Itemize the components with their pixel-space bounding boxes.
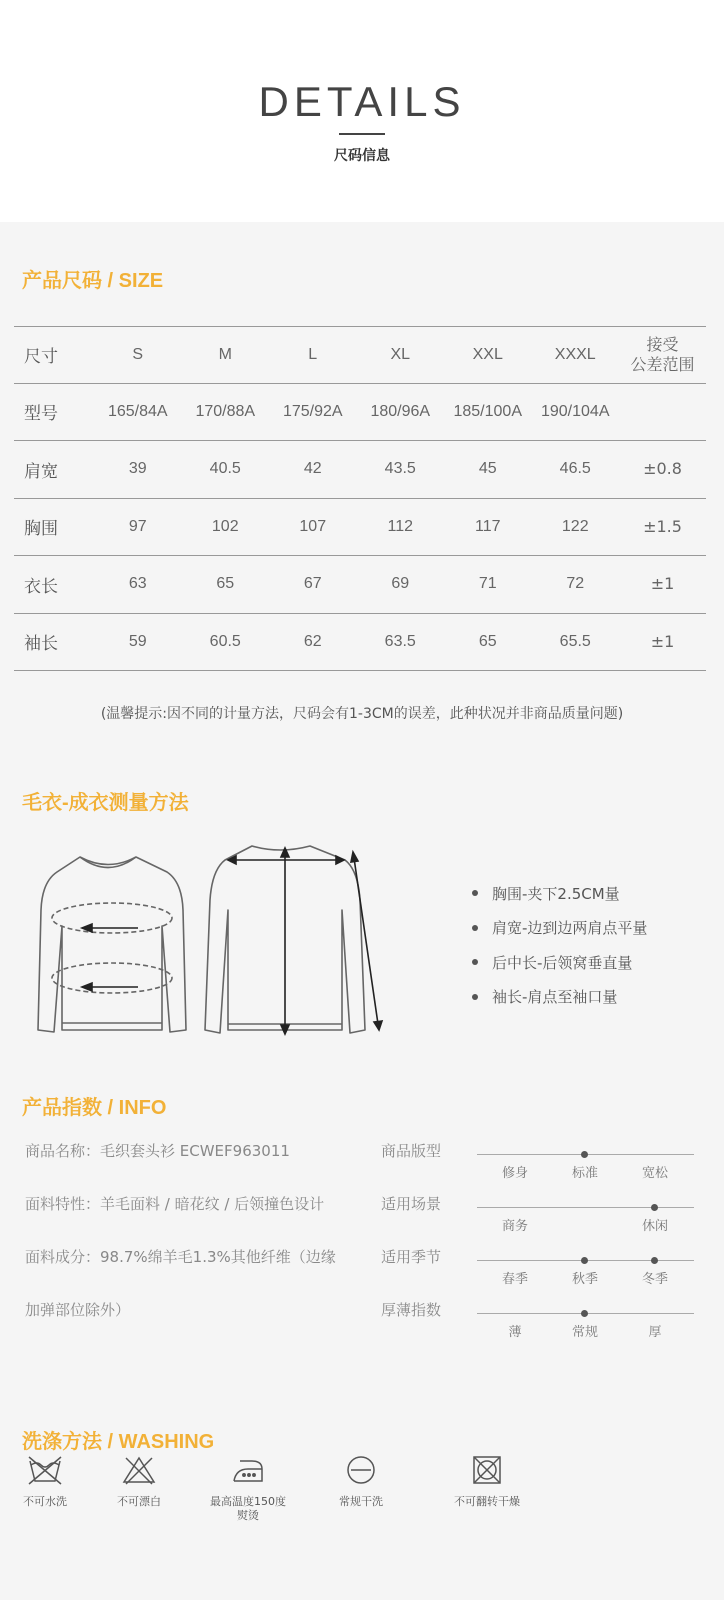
table-cell: 97 [128,517,147,535]
row-label: 型号 [24,404,58,425]
size-table [14,326,706,671]
table-cell: 190/104A [540,402,610,420]
occasion-scale-label: 适用场景 [381,1195,442,1213]
table-cell: 65 [216,575,235,593]
thickness-option-thick: 厚 [648,1325,662,1340]
occasion-scale-marker [651,1204,658,1211]
table-row [14,441,706,499]
table-cell: 60.5 [209,632,241,650]
measure-section-title: 毛衣-成衣测量方法 [22,792,189,814]
wash-item-no-tumble-dry [446,1455,528,1509]
size-col-l: L [308,345,318,363]
fit-scale-label: 商品版型 [381,1142,442,1160]
table-cell: 65.5 [559,632,591,650]
wash-item-iron [202,1455,294,1523]
page-subtitle: 尺码信息 [334,148,390,164]
occasion-scale-line [477,1207,694,1208]
bullet-icon [472,994,478,1000]
thickness-option-regular: 常规 [571,1325,598,1340]
season-option-winter: 冬季 [641,1272,668,1287]
title-divider [339,133,385,135]
wash-item-no-bleach [108,1455,170,1509]
size-section-title: 产品尺码 / SIZE [22,270,164,292]
table-cell: 107 [299,517,327,535]
tolerance-cell: ±1.5 [643,516,682,536]
table-cell: 122 [561,517,589,535]
wash-label: 不可漂白 [117,1495,161,1508]
table-cell: 112 [387,517,413,535]
table-row [14,614,706,672]
sweater-measure-diagram-icon [20,830,390,1060]
table-cell: 71 [478,575,497,593]
season-option-autumn: 秋季 [571,1272,598,1287]
iron-150-icon [230,1455,266,1485]
season-scale-marker-autumn [581,1257,588,1264]
wash-label: 最高温度150度 熨烫 [210,1495,286,1522]
table-row [14,556,706,614]
table-row [14,499,706,557]
details-header [0,0,724,222]
thickness-option-thin: 薄 [508,1325,522,1340]
no-wash-icon [27,1455,63,1485]
wash-label: 不可水洗 [23,1495,67,1508]
fit-scale-marker [581,1151,588,1158]
table-cell: 63 [128,575,147,593]
table-cell: 59 [128,632,147,650]
bullet-icon [472,925,478,931]
table-cell: 102 [211,517,239,535]
bullet-icon [472,890,478,896]
wash-item-dry-clean [330,1455,392,1509]
table-cell: 63.5 [384,632,416,650]
season-scale-label: 适用季节 [381,1248,442,1266]
measure-chest-text: 胸围-夹下2.5CM量 [492,884,620,903]
table-cell: 43.5 [384,460,416,478]
size-col-xxl: XXL [472,345,503,363]
table-cell: 39 [128,460,147,478]
fit-option-slim: 修身 [501,1166,528,1181]
no-bleach-icon [121,1455,157,1485]
fit-option-loose: 宽松 [641,1166,668,1181]
wash-label: 常规干洗 [339,1495,383,1508]
tolerance-cell: ±1 [650,574,675,594]
row-label: 胸围 [24,519,58,540]
table-cell: 170/88A [195,402,256,420]
bullet-icon [472,959,478,965]
thickness-scale-label: 厚薄指数 [381,1301,442,1319]
measure-length-text: 后中长-后领窝垂直量 [492,953,633,972]
table-row [14,384,706,442]
table-cell: 40.5 [209,460,241,478]
tolerance-header-line2: 公差范围 [630,354,695,374]
table-cell: 180/96A [370,402,431,420]
table-cell: 45 [478,460,497,478]
table-cell: 65 [478,632,497,650]
tolerance-header-line1: 接受 [646,334,679,354]
row-label: 肩宽 [24,461,58,482]
measure-shoulder-text: 肩宽-边到边两肩点平量 [492,919,648,938]
wash-item-no-wash [14,1455,76,1509]
size-col-m: M [218,345,232,363]
season-option-spring: 春季 [501,1272,528,1287]
table-cell: 175/92A [282,402,343,420]
table-cell: 62 [303,632,322,650]
fabric-composition-cont: 加弹部位除外） [25,1301,131,1319]
table-cell: 117 [474,517,501,535]
table-cell: 42 [303,460,322,478]
measure-instructions [472,876,647,1014]
table-cell: 165/84A [107,402,168,420]
no-tumble-dry-icon [469,1455,505,1485]
page-title: DETAILS [258,78,466,125]
size-table-header-row [14,326,706,384]
row-label: 衣长 [24,576,58,597]
size-col-xl: XL [390,345,411,363]
occasion-option-business: 商务 [501,1219,528,1234]
size-col-s: S [132,345,144,363]
measure-sleeve-text: 袖长-肩点至袖口量 [492,988,618,1007]
table-cell: 69 [391,575,410,593]
tolerance-cell: ±1 [650,631,675,651]
occasion-option-casual: 休闲 [641,1219,668,1234]
list-item [472,876,647,911]
list-item [472,911,647,946]
dry-clean-icon [343,1455,379,1485]
washing-section-title: 洗涤方法 / WASHING [22,1431,215,1453]
tolerance-cell: ±0.8 [643,459,682,479]
size-col-xxxl: XXXL [554,345,596,363]
table-cell: 185/100A [453,402,522,420]
wash-label: 不可翻转干燥 [454,1495,520,1508]
season-scale-marker-winter [651,1257,658,1264]
fabric-features: 面料特性：羊毛面料 / 暗花纹 / 后领撞色设计 [25,1195,325,1213]
table-cell: 67 [303,575,322,593]
fabric-composition: 面料成分：98.7%绵羊毛1.3%其他纤维（边缘 [25,1248,336,1266]
table-cell: 46.5 [559,460,591,478]
thickness-scale-marker [581,1310,588,1317]
info-section-title: 产品指数 / INFO [22,1097,167,1119]
size-header-label: 尺寸 [24,347,58,368]
list-item [472,945,647,980]
row-label: 袖长 [24,634,58,655]
table-cell: 72 [566,575,585,593]
product-name: 商品名称：毛织套头衫 ECWEF963011 [25,1142,290,1160]
size-tip: (温馨提示:因不同的计量方法，尺码会有1-3CM的误差，此种状况并非商品质量问题) [100,706,624,722]
list-item [472,980,647,1015]
fit-option-standard: 标准 [571,1166,598,1181]
tolerance-header [619,335,706,375]
